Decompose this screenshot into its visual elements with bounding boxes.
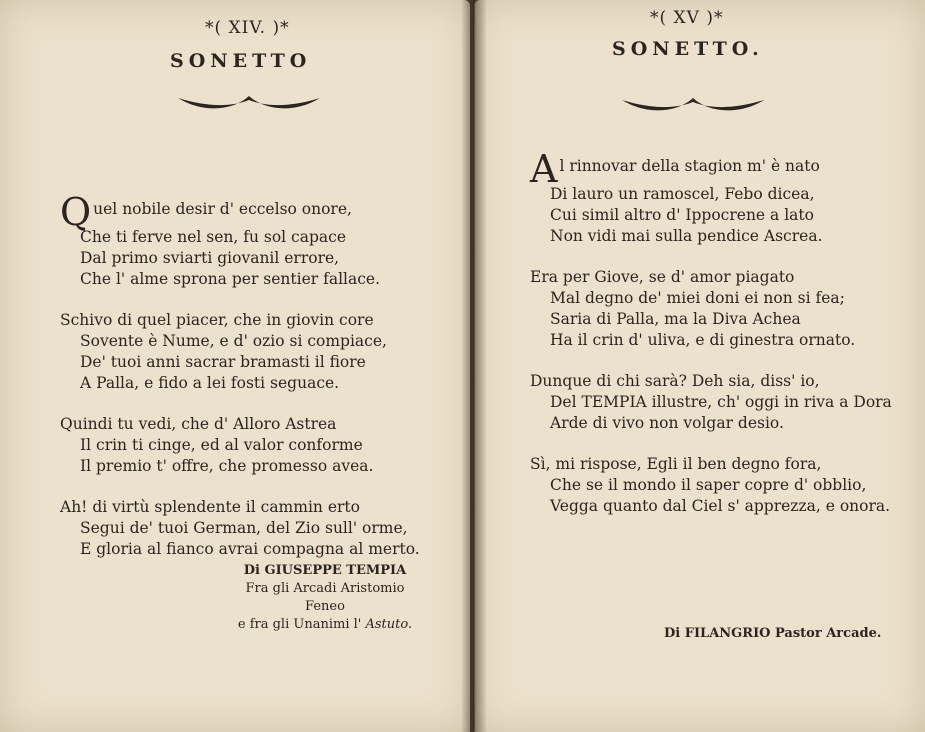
attribution-right	[664, 625, 884, 643]
right-page	[474, 0, 925, 732]
author-academy-name	[235, 616, 415, 634]
verse-line: Quindi tu vedi, che d' Alloro Astrea	[60, 415, 337, 433]
verse-line: Di lauro un ramoscel, Febo dicea,	[550, 185, 815, 203]
verse-line: Non vidi mai sulla pendice Ascrea.	[550, 227, 823, 245]
stanza	[60, 414, 420, 477]
stanza	[530, 267, 892, 351]
verse-line: Ha il crin d' uliva, e di ginestra ornato.	[550, 331, 856, 349]
verse-line: Arde di vivo non volgar desio.	[550, 414, 784, 432]
verse-line: Schivo di quel piacer, che in giovin core	[60, 311, 374, 329]
ornament-swash-left	[174, 88, 324, 112]
ornament-swash-right	[618, 90, 768, 114]
verse-line: Segui de' tuoi German, del Zio sull' orme,	[80, 519, 408, 537]
stanza	[530, 371, 892, 434]
verse-line: Del TEMPIA illustre, ch' oggi in riva a Dora	[550, 393, 892, 411]
verse-line: E gloria al fianco avrai compagna al merto.	[80, 540, 420, 558]
verse-line: Il premio t' offre, che promesso avea.	[80, 457, 374, 475]
verse-line: Saria di Palla, ma la Diva Achea	[550, 310, 801, 328]
verse-line: Che l' alme sprona per sentier fallace.	[80, 270, 381, 288]
sonnet-title-left: SONETTO	[170, 50, 312, 72]
verse-line: Che ti ferve nel sen, fu sol capace	[80, 228, 346, 246]
verse-line: A Palla, e fido a lei fosti seguace.	[80, 374, 340, 392]
verse-line: Dal primo sviarti giovanil errore,	[80, 249, 340, 267]
verse-line: Sì, mi rispose, Egli il ben degno fora,	[530, 455, 822, 473]
verse-line: Che se il mondo il saper copre d' obblio,	[550, 476, 867, 494]
stanza	[60, 190, 420, 290]
stanza	[60, 497, 420, 560]
verse-line: Dunque di chi sarà? Deh sia, diss' io,	[530, 372, 820, 390]
academy-name: Astuto.	[365, 617, 413, 632]
book-gutter	[462, 0, 486, 732]
verse-line: Mal degno de' miei doni ei non si fea;	[550, 289, 845, 307]
verse-line: Era per Giove, se d' amor piagato	[530, 268, 795, 286]
verse-line: uel nobile desir d' eccelso onore,	[93, 200, 352, 218]
sonnet-body-right	[530, 147, 892, 537]
stanza	[530, 454, 892, 517]
verse-line: Sovente è Nume, e d' ozio si compiace,	[80, 332, 387, 350]
page-number-left: *( XIV. )*	[205, 18, 290, 38]
drop-cap: A	[530, 147, 558, 191]
author-name: Di GIUSEPPE TEMPIA	[243, 563, 407, 578]
sonnet-body-left	[60, 190, 420, 580]
page-number-right: *( XV )*	[650, 8, 724, 28]
verse-line: De' tuoi anni sacrar bramasti il fiore	[80, 353, 366, 371]
stanza	[530, 147, 892, 247]
verse-line: Ah! di virtù splendente il cammin erto	[60, 498, 360, 516]
verse-line: l rinnovar della stagion m' è nato	[559, 157, 820, 175]
verse-line: Vegga quanto dal Ciel s' apprezza, e onora.	[550, 497, 891, 515]
drop-cap: Q	[60, 190, 92, 234]
sonnet-title-right: SONETTO.	[612, 38, 764, 60]
author-name: Di FILANGRIO Pastor Arcade.	[664, 626, 882, 641]
academy-prefix: e fra gli Unanimi l'	[237, 617, 362, 632]
verse-line: Cui simil altro d' Ippocrene a lato	[550, 206, 814, 224]
verse-line: Il crin ti cinge, ed al valor conforme	[80, 436, 363, 454]
attribution-left	[235, 562, 415, 634]
author-arcadian-name: Fra gli Arcadi Aristomio Feneo	[245, 581, 405, 614]
stanza	[60, 310, 420, 394]
